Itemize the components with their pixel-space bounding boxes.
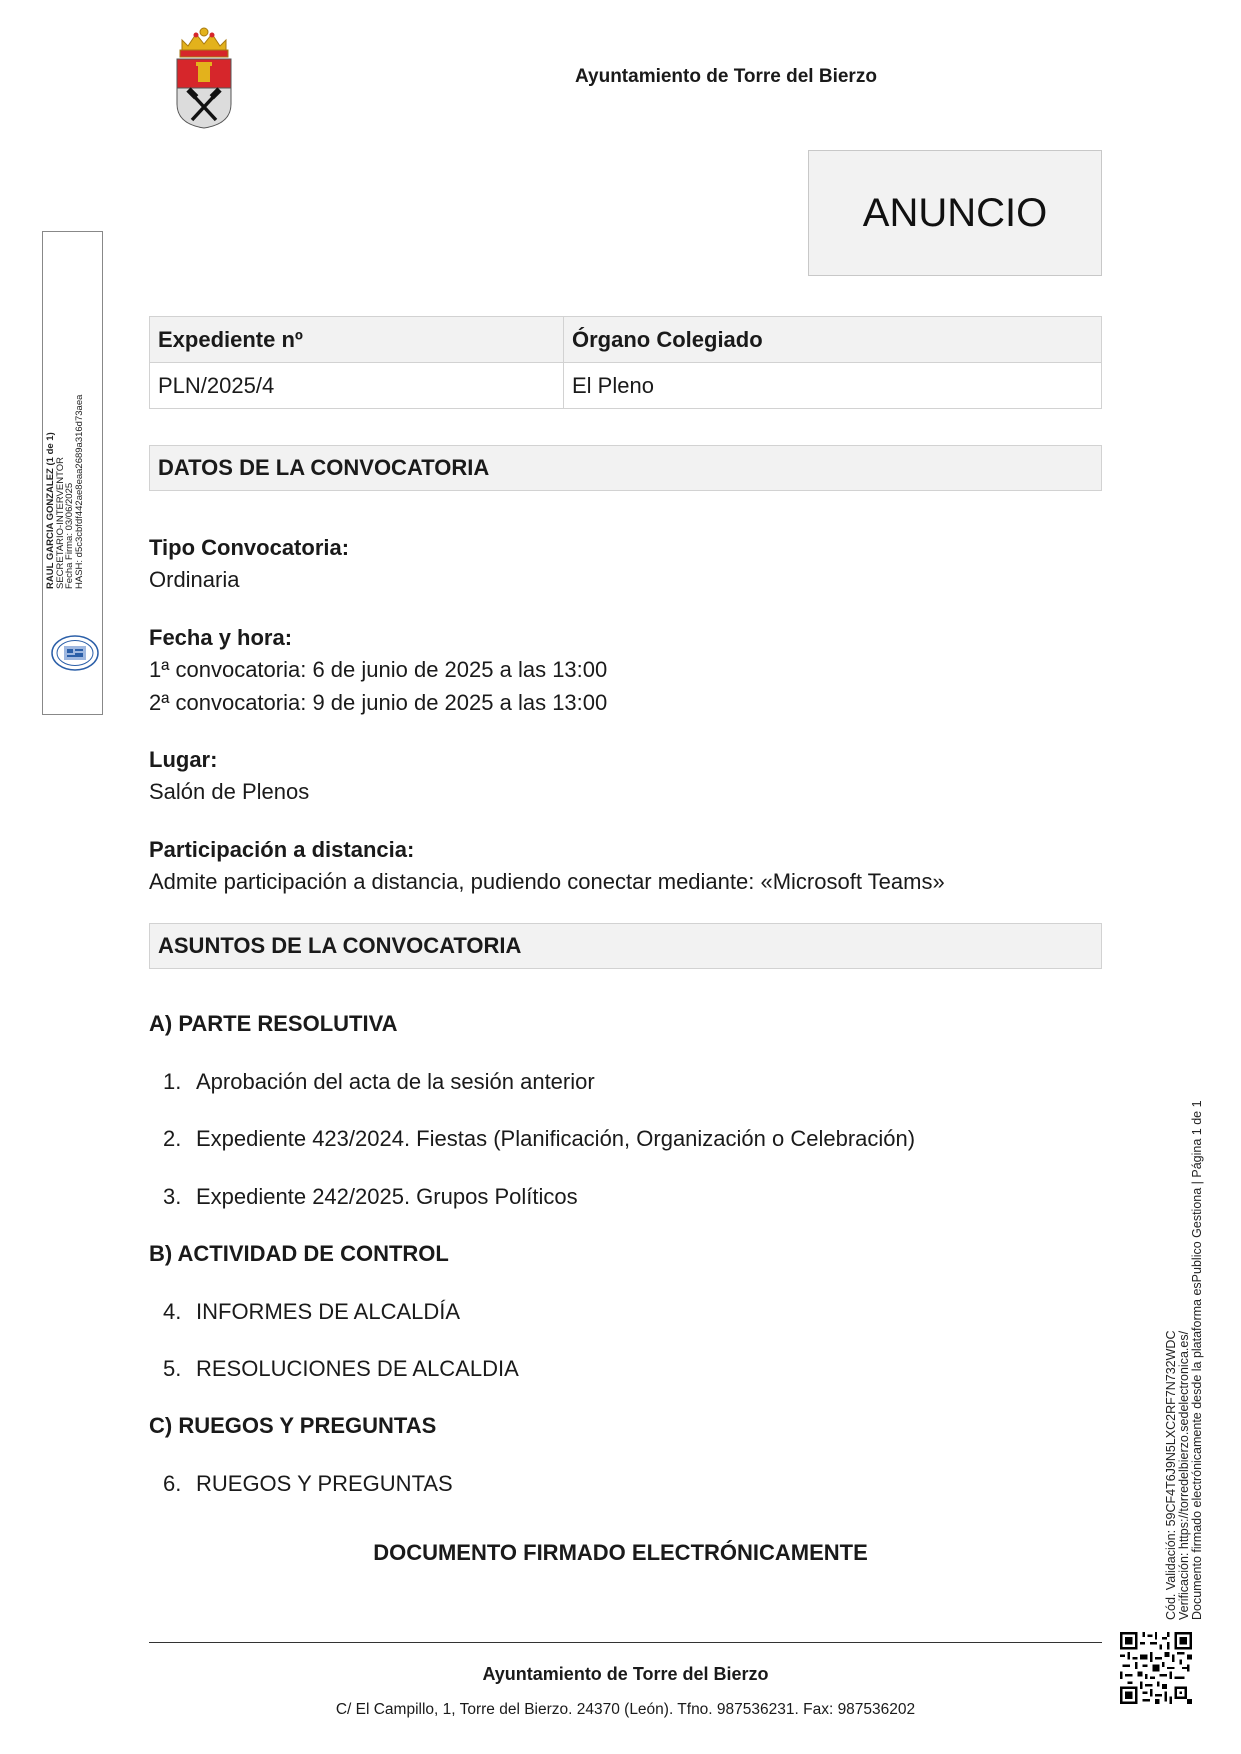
asuntos-section-header: ASUNTOS DE LA CONVOCATORIA [149, 923, 1102, 969]
footer-council-name: Ayuntamiento de Torre del Bierzo [482, 1664, 769, 1684]
list-item [163, 1471, 453, 1497]
agenda-text: Aprobación del acta de la sesión anterior [196, 1069, 595, 1094]
agenda-number: 6. [163, 1471, 182, 1496]
convocatoria-section-header: DATOS DE LA CONVOCATORIA [149, 445, 1102, 491]
signer-role: SECRETARIO-INTERVENTOR [54, 457, 66, 589]
signer-name: RAUL GARCIA GONZALEZ (1 de 1) [45, 432, 56, 589]
agenda-number: 3. [163, 1184, 182, 1209]
agenda-number: 4. [163, 1299, 182, 1324]
document-type-label: ANUNCIO [862, 190, 1048, 235]
qr-code-icon [1120, 1632, 1192, 1704]
list-item [163, 1069, 595, 1095]
electronic-signature-note: DOCUMENTO FIRMADO ELECTRÓNICAMENTE [373, 1540, 868, 1565]
agenda-text: Expediente 242/2025. Grupos Políticos [196, 1184, 578, 1209]
list-item [163, 1126, 915, 1152]
expediente-value: PLN/2025/4 [150, 363, 564, 409]
signature-stamp-text [46, 395, 84, 589]
signature-hash: HASH: d5c3cbfdf442ae8eaa2689a316d73aea [73, 394, 85, 589]
validation-code: Cód. Validación: 59CF4T6J9N5LXC2RF7N732WDC [1164, 1330, 1178, 1620]
verification-url: Verificación: https://torredelbierzo.sedelectronica.es/ [1177, 1330, 1191, 1620]
lugar-value: Salón de Plenos [149, 779, 310, 804]
list-item [163, 1184, 578, 1210]
tipo-value: Ordinaria [149, 567, 240, 592]
platform-note: Documento firmado electrónicamente desde la plataforma esPublico Gestiona | Página 1 de 1 [1190, 1100, 1204, 1620]
part-b-heading: B) ACTIVIDAD DE CONTROL [149, 1241, 449, 1266]
signature-date: Fecha Firma: 03/06/2025 [64, 482, 75, 589]
part-a-heading: A) PARTE RESOLUTIVA [149, 1011, 398, 1036]
fecha-segunda: 2ª convocatoria: 9 de junio de 2025 a las 13:00 [149, 690, 608, 715]
verification-strip [1165, 1100, 1204, 1620]
organo-header: Órgano Colegiado [564, 317, 1102, 363]
agenda-text: Expediente 423/2024. Fiestas (Planificación, Organización o Celebración) [196, 1126, 916, 1151]
list-item [163, 1356, 519, 1382]
table-header-row [150, 317, 1102, 363]
council-header-name: Ayuntamiento de Torre del Bierzo [575, 66, 877, 87]
municipal-crest-logo [174, 26, 234, 130]
fecha-primera: 1ª convocatoria: 6 de junio de 2025 a las 13:00 [149, 657, 608, 682]
tipo-label: Tipo Convocatoria: [149, 535, 350, 560]
table-row [150, 363, 1102, 409]
organo-value: El Pleno [564, 363, 1102, 409]
agenda-number: 2. [163, 1126, 182, 1151]
footer-divider [149, 1642, 1102, 1643]
agenda-text: INFORMES DE ALCALDÍA [196, 1299, 461, 1324]
part-c-heading: C) RUEGOS Y PREGUNTAS [149, 1413, 437, 1438]
distancia-label: Participación a distancia: [149, 837, 415, 862]
agenda-text: RESOLUCIONES DE ALCALDIA [196, 1356, 519, 1381]
list-item [163, 1299, 460, 1325]
document-type-box [808, 150, 1102, 276]
footer-address: C/ El Campillo, 1, Torre del Bierzo. 24370 (León). Tfno. 987536231. Fax: 987536202 [335, 1701, 916, 1718]
lugar-label: Lugar: [149, 747, 218, 772]
expediente-table [149, 316, 1102, 409]
distancia-value: Admite participación a distancia, pudiendo conectar mediante: «Microsoft Teams» [149, 869, 945, 894]
expediente-header: Expediente nº [150, 317, 564, 363]
agenda-number: 5. [163, 1356, 182, 1381]
fecha-label: Fecha y hora: [149, 625, 293, 650]
electronic-signature-seal-icon [50, 633, 100, 673]
agenda-text: RUEGOS Y PREGUNTAS [196, 1471, 453, 1496]
agenda-number: 1. [163, 1069, 182, 1094]
